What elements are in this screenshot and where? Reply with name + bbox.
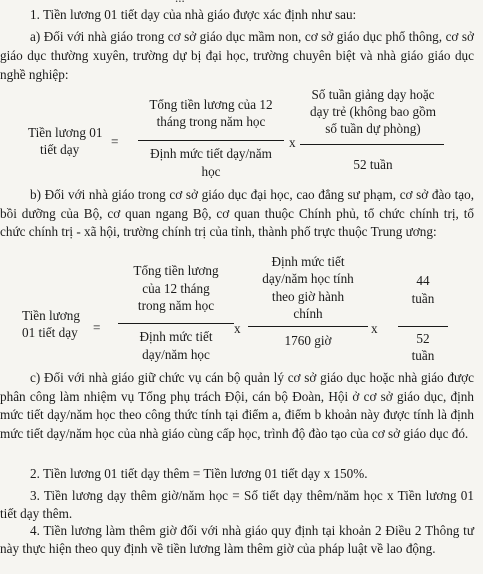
formula-b-num2-line2: dạy/năm học tính <box>262 271 354 286</box>
formula-b-lhs-line1: Tiền lương <box>22 308 80 323</box>
formula-a-den1-line1: Định mức tiết dạy/năm <box>150 146 272 161</box>
paragraph-4: 4. Tiền lương làm thêm giờ đối với nhà giáo quy định tại khoản 2 Điều 2 Thông tư này thực hiện theo quy định về tiền lương làm thêm giờ của pháp luật về lao động. <box>0 523 474 556</box>
paragraph-2: 2. Tiền lương 01 tiết dạy thêm = Tiền lương 01 tiết dạy x 150%. <box>30 466 368 481</box>
formula-a-num2-line2: dạy trẻ (không bao gồm <box>310 104 436 119</box>
formula-b-den2: 1760 giờ <box>284 333 332 348</box>
formula-a-num2-line1: Số tuần giảng dạy hoặc <box>311 87 435 102</box>
formula-a-num1-line2: tháng trong năm học <box>156 114 266 129</box>
formula-b-num1-line2: của 12 tháng <box>142 281 210 296</box>
formula-a-fraction2-bar <box>300 144 444 145</box>
formula-b-num2-line1: Định mức tiết <box>271 254 345 269</box>
formula-a-times: x <box>289 135 296 150</box>
paragraph-c: c) Đối với nhà giáo giữ chức vụ cán bộ quản lý cơ sở giáo dục hoặc nhà giáo được phân công làm nhiệm vụ Tổng phụ trách Đội, cán bộ Đoàn, Hội ở cơ sở giáo dục, định mức tiết dạy/năm học theo công thức tính tại điểm a, điểm b khoản này được tính là định mức tiết dạy/năm học của nhà giáo cùng cấp học, trình độ đào tạo của cơ sở giáo dục đó. <box>0 370 474 441</box>
formula-b-num1-line3: trong năm học <box>137 298 215 313</box>
formula-b-den3-line2: tuần <box>411 348 435 363</box>
formula-b-num2-line4: chính <box>293 306 323 321</box>
formula-b-lhs-line2: 01 tiết dạy <box>22 325 78 340</box>
formula-a-equals: = <box>111 134 119 149</box>
formula-b-fraction2-bar <box>248 326 368 327</box>
paragraph-1: 1. Tiền lương 01 tiết dạy của nhà giáo được xác định như sau: <box>30 7 357 22</box>
formula-a-den1-line2: học <box>201 164 221 179</box>
formula-b-num2-line3: theo giờ hành <box>271 289 345 304</box>
formula-a-den2: 52 tuần <box>353 157 393 172</box>
paragraph-a: a) Đối với nhà giáo trong cơ sở giáo dục mầm non, cơ sở giáo dục phổ thông, cơ sở giáo dục thường xuyên, trường dự bị đại học, trường chuyên biệt và nhà giáo giáo dục nghề nghiệp: <box>0 29 474 82</box>
formula-b-num1-line1: Tổng tiền lương <box>133 263 219 278</box>
formula-b-den1-line1: Định mức tiết <box>139 329 213 344</box>
formula-b-equals: = <box>93 320 101 335</box>
paragraph-3: 3. Tiền lương dạy thêm giờ/năm học = Số tiết dạy thêm/năm học x Tiền lương 01 tiết dạy thêm. <box>0 488 474 521</box>
paragraph-b: b) Đối với nhà giáo trong cơ sở giáo dục đại học, cao đẳng sư phạm, cơ sở đào tạo, bồi dưỡng của Bộ, cơ quan ngang Bộ, cơ quan thuộc Chính phủ, tổ chức chính trị, tổ chức chính trị - xã hội, trường chính trị của tỉnh, thành phố trực thuộc Trung ương: <box>0 187 474 239</box>
formula-b-fraction1-bar <box>118 323 234 324</box>
formula-b-times1: x <box>234 321 241 336</box>
formula-b-num3-line2: tuần <box>411 291 435 306</box>
formula-a-fraction1-bar <box>138 140 284 141</box>
cut-off-heading <box>0 0 483 3</box>
formula-b-den3-line1: 52 <box>416 331 430 346</box>
formula-b-den1-line2: dạy/năm học <box>142 347 210 362</box>
formula-b-num3-line1: 44 <box>416 273 430 288</box>
formula-a-lhs-line1: Tiền lương 01 <box>28 125 103 140</box>
formula-b-fraction3-bar <box>398 326 448 327</box>
formula-a-lhs-line2: tiết dạy <box>40 142 80 157</box>
formula-a-num2-line3: số tuần dự phòng) <box>325 121 421 136</box>
formula-a-num1-line1: Tổng tiền lương của 12 <box>149 97 273 112</box>
formula-b-times2: x <box>371 321 378 336</box>
